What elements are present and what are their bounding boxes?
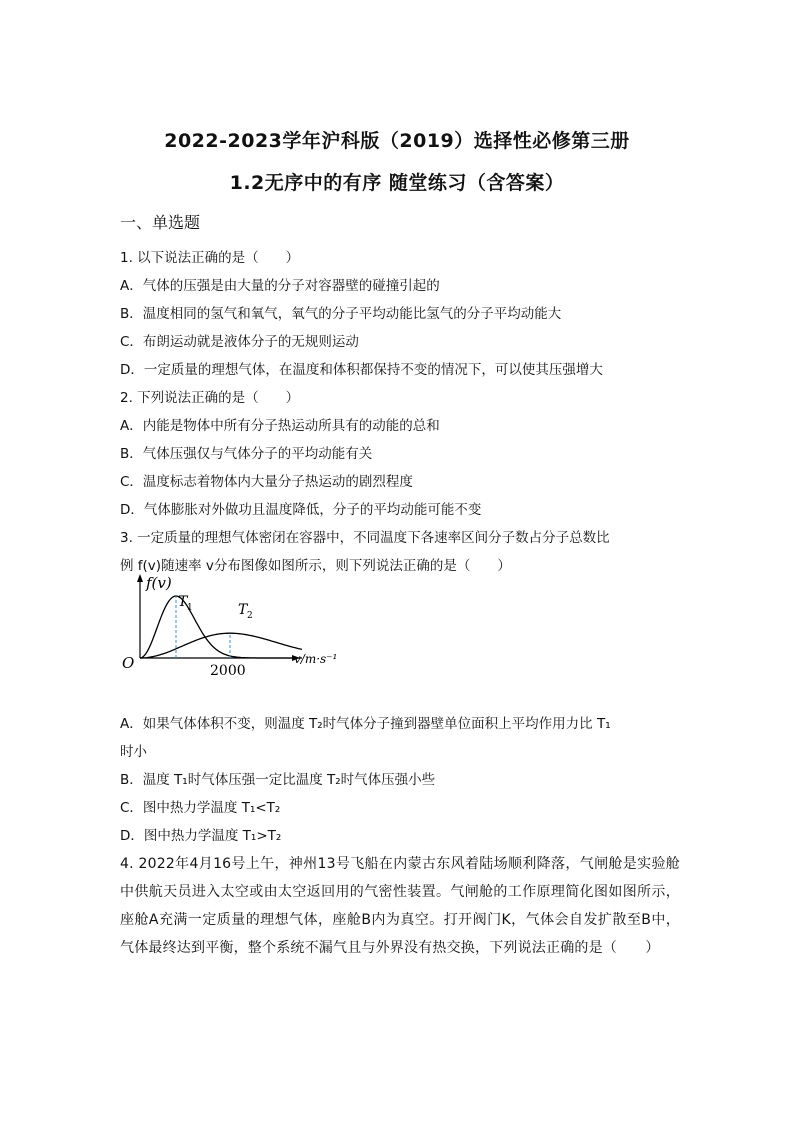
- speed-distribution-chart: [118, 572, 348, 684]
- series-label-t1-sub: 1: [187, 603, 193, 613]
- q1-option-d: D．一定质量的理想气体，在温度和体积都保持不变的情况下，可以使其压强增大: [120, 362, 603, 378]
- q2-option-d: D．气体膨胀对外做功且温度降低，分子的平均动能可能不变: [120, 502, 482, 518]
- section-heading: 一、单选题: [120, 213, 201, 232]
- series-label-t1: T: [178, 594, 188, 610]
- q3-option-a-line2: 时小: [120, 744, 147, 760]
- question-list: [120, 244, 680, 580]
- q1-option-c: C．布朗运动就是液体分子的无规则运动: [120, 334, 359, 350]
- q2-option-a: A．内能是物体中所有分子热运动所具有的动能的总和: [120, 418, 440, 434]
- curve-t2: [140, 633, 302, 658]
- q2-stem: 2. 下列说法正确的是（ ）: [120, 390, 300, 406]
- doc-title-line2: 1.2无序中的有序 随堂练习（含答案）: [229, 172, 565, 194]
- x-tick-label: 2000: [210, 663, 246, 679]
- series-label-t2-sub: 2: [247, 611, 253, 621]
- q2-option-b: B．气体压强仅与气体分子的平均动能有关: [120, 446, 373, 462]
- curve-t1: [140, 596, 302, 658]
- q3-stem-line1: 3. 一定质量的理想气体密闭在容器中，不同温度下各速率区间分子数占分子总数比: [120, 530, 610, 546]
- q3-stem-line2: 例 f(v)随速率 v分布图像如图所示，则下列说法正确的是（ ）: [120, 558, 511, 574]
- q4-text: 4. 2022年4月16号上午，神州13号飞船在内蒙古东风着陆场顺利降落，气闸舱是实验舱中供航天员进入太空或由太空返回用的气密性装置。气闸舱的工作原理简化图如图所示，座舱A充满一定质量的理想气体，座舱B内为真空。打开阀门K，气体会自发扩散至B中，气体最终达到平衡，整个系统不漏气且与外界没有热交换，下列说法正确的是（ ）: [120, 856, 680, 956]
- origin-label: O: [122, 654, 135, 672]
- series-label-t2: T: [238, 602, 248, 618]
- q1-stem: 1. 以下说法正确的是（ ）: [120, 250, 300, 266]
- q1-option-b: B．温度相同的氢气和氧气，氧气的分子平均动能比氢气的分子平均动能大: [120, 306, 562, 322]
- x-axis-label: v/m·s⁻¹: [294, 652, 338, 666]
- y-axis-label: f(v): [146, 574, 172, 592]
- y-axis-arrow: [137, 574, 143, 582]
- q3-option-a-line1: A．如果气体体积不变，则温度 T₂时气体分子撞到器壁单位面积上平均作用力比 T₁: [120, 716, 611, 732]
- q3-option-c: C．图中热力学温度 T₁<T₂: [120, 800, 281, 816]
- q3-option-d: D．图中热力学温度 T₁>T₂: [120, 828, 282, 844]
- question-block-2: [120, 710, 680, 962]
- doc-title-line1: 2022-2023学年沪科版（2019）选择性必修第三册: [164, 130, 630, 152]
- q1-option-a: A．气体的压强是由大量的分子对容器壁的碰撞引起的: [120, 278, 440, 294]
- q3-option-b: B．温度 T₁时气体压强一定比温度 T₂时气体压强小些: [120, 772, 436, 788]
- q2-option-c: C．温度标志着物体内大量分子热运动的剧烈程度: [120, 474, 413, 490]
